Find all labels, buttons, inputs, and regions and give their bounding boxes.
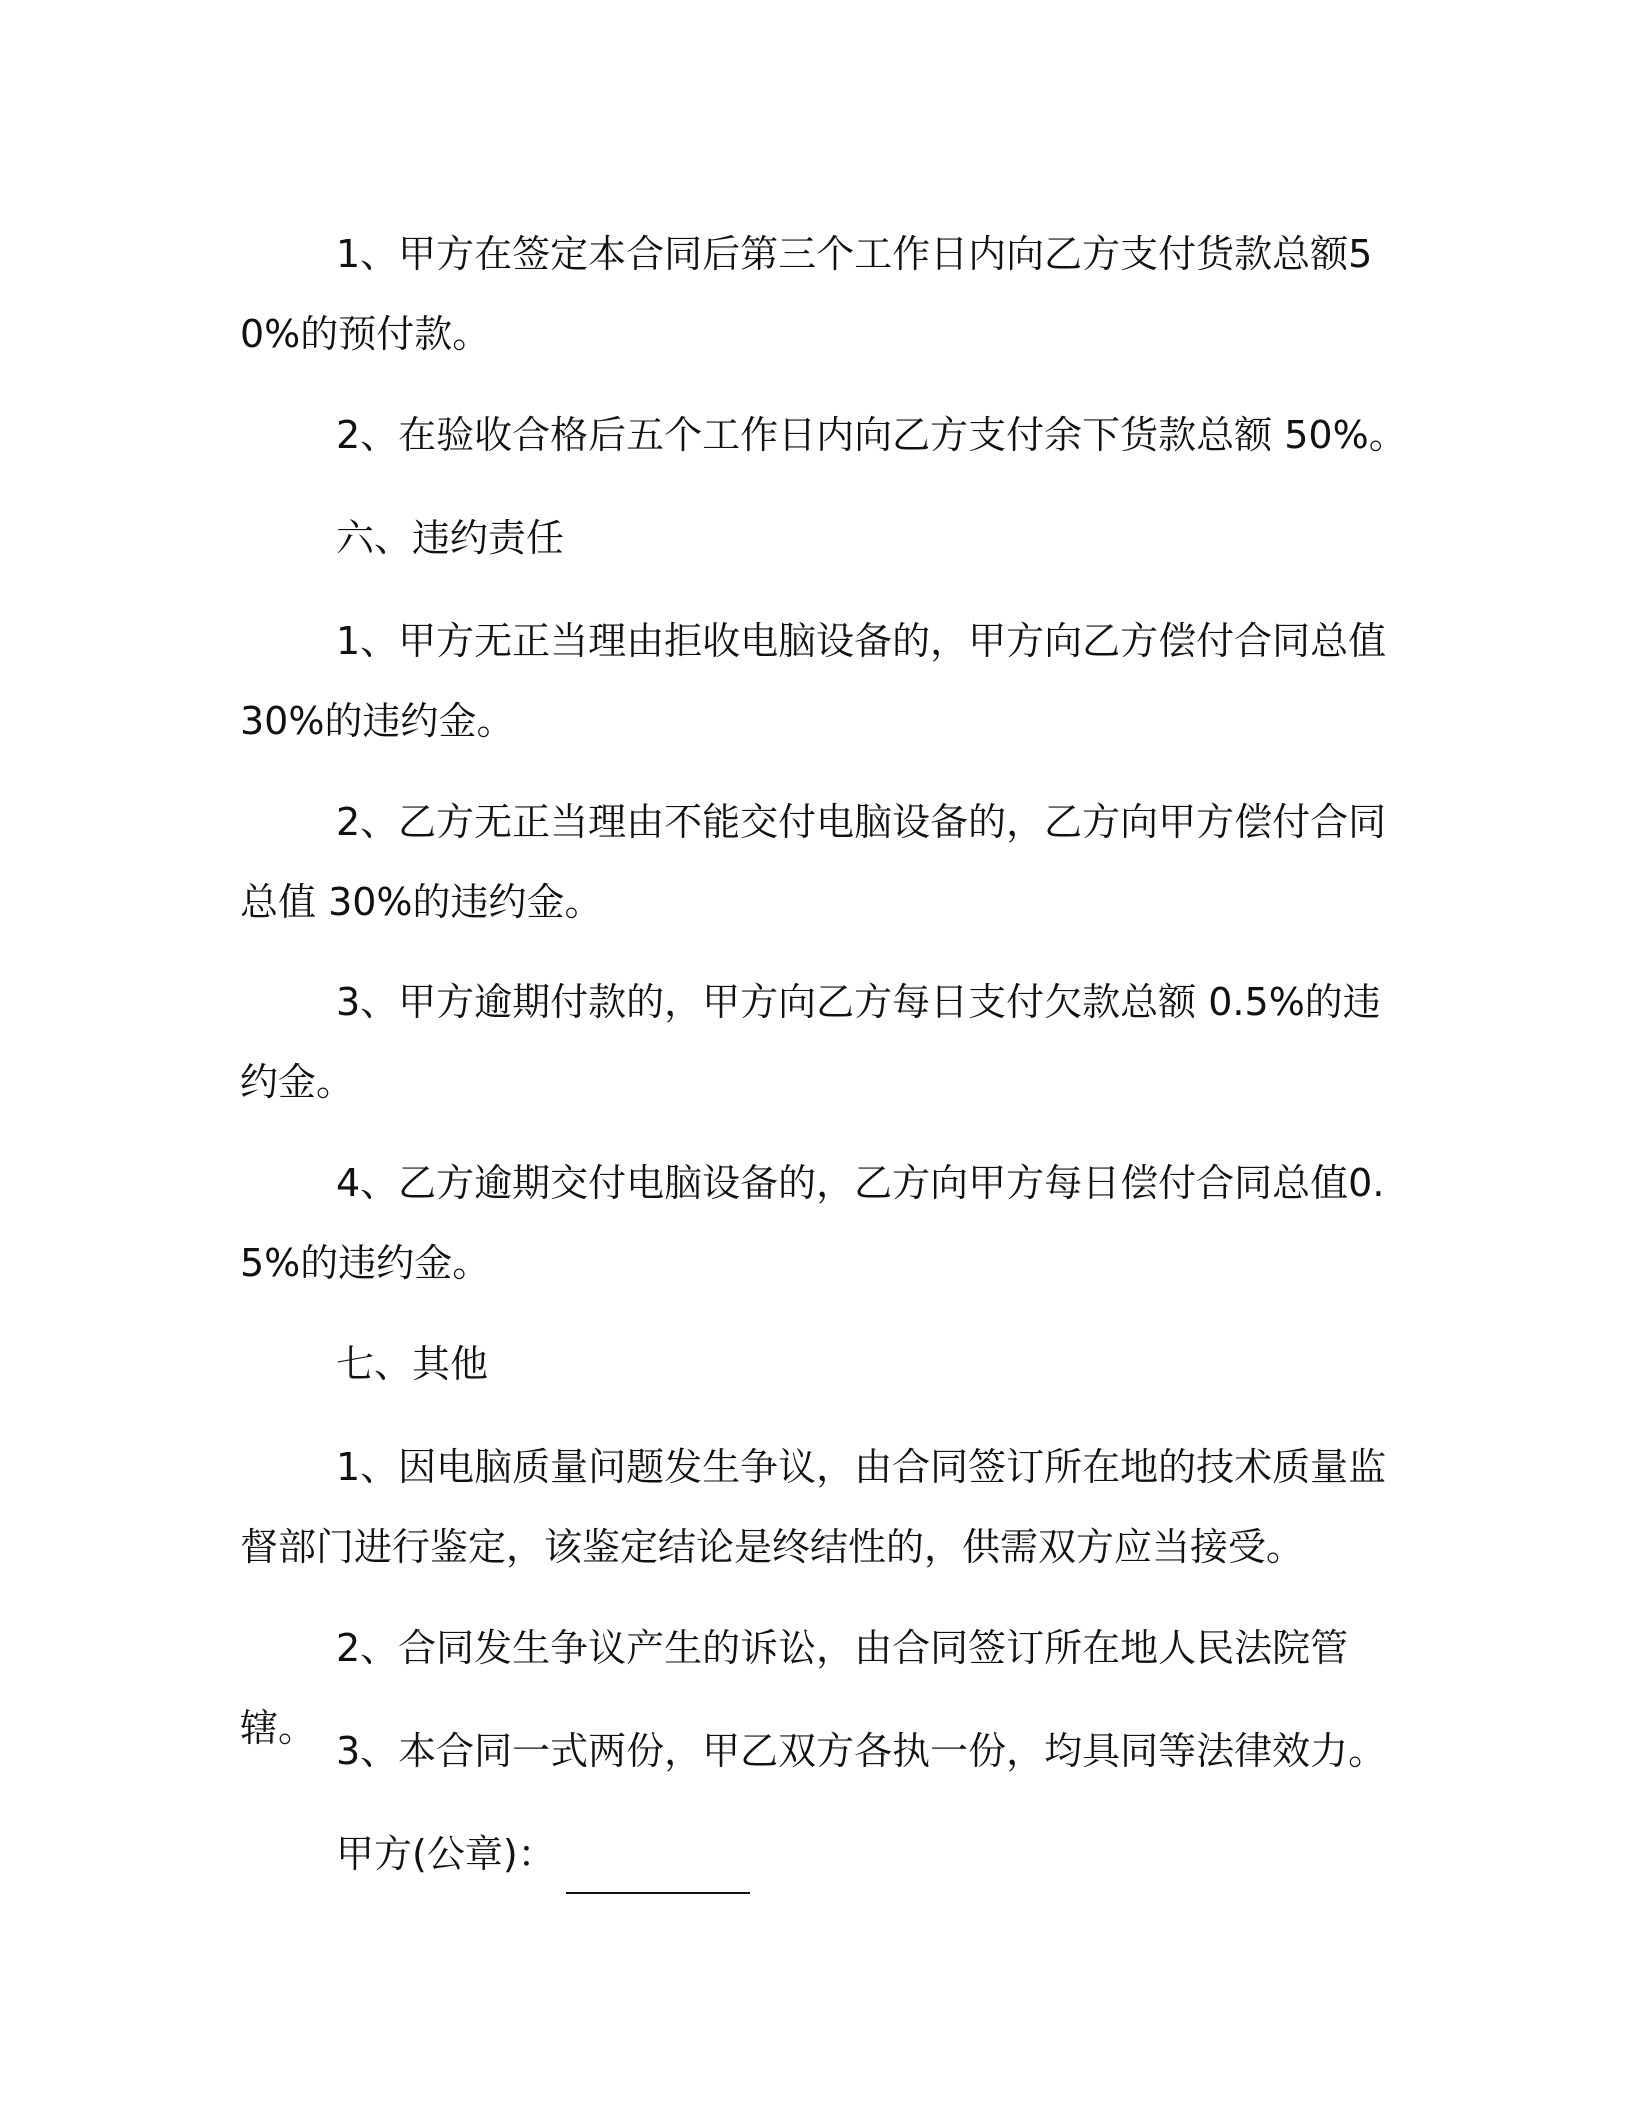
liability-clause-3: 3、甲方逾期付款的，甲方向乙方每日支付欠款总额 0.5%的违约金。 bbox=[240, 980, 1381, 1104]
payment-clause-2: 2、在验收合格后五个工作日内向乙方支付余下货款总额 50%。 bbox=[336, 413, 1407, 457]
liability-clause-1: 1、甲方无正当理由拒收电脑设备的，甲方向乙方偿付合同总值30%的违约金。 bbox=[240, 619, 1387, 743]
liability-clause-2: 2、乙方无正当理由不能交付电脑设备的，乙方向甲方偿付合同总值 30%的违约金。 bbox=[240, 800, 1387, 924]
section-heading-liability: 六、违约责任 bbox=[336, 516, 565, 560]
payment-clause-1: 1、甲方在签定本合同后第三个工作日内向乙方支付货款总额50%的预付款。 bbox=[240, 232, 1373, 356]
signature-block bbox=[240, 1814, 1410, 1894]
other-clause-1: 1、因电脑质量问题发生争议，由合同签订所在地的技术质量监督部门进行鉴定，该鉴定结论是终结性的，供需双方应当接受。 bbox=[240, 1445, 1387, 1569]
other-clause-3: 3、本合同一式两份，甲乙双方各执一份，均具同等法律效力。 bbox=[336, 1729, 1387, 1773]
party-a-seal-label: 甲方(公章)： bbox=[336, 1832, 556, 1876]
section-heading-other: 七、其他 bbox=[336, 1342, 489, 1386]
liability-clause-4: 4、乙方逾期交付电脑设备的，乙方向甲方每日偿付合同总值0.5%的违约金。 bbox=[240, 1161, 1385, 1285]
other-clause-2: 2、合同发生争议产生的诉讼，由合同签订所在地人民法院管辖。 bbox=[240, 1626, 1349, 1750]
signature-blank-line bbox=[566, 1856, 750, 1894]
